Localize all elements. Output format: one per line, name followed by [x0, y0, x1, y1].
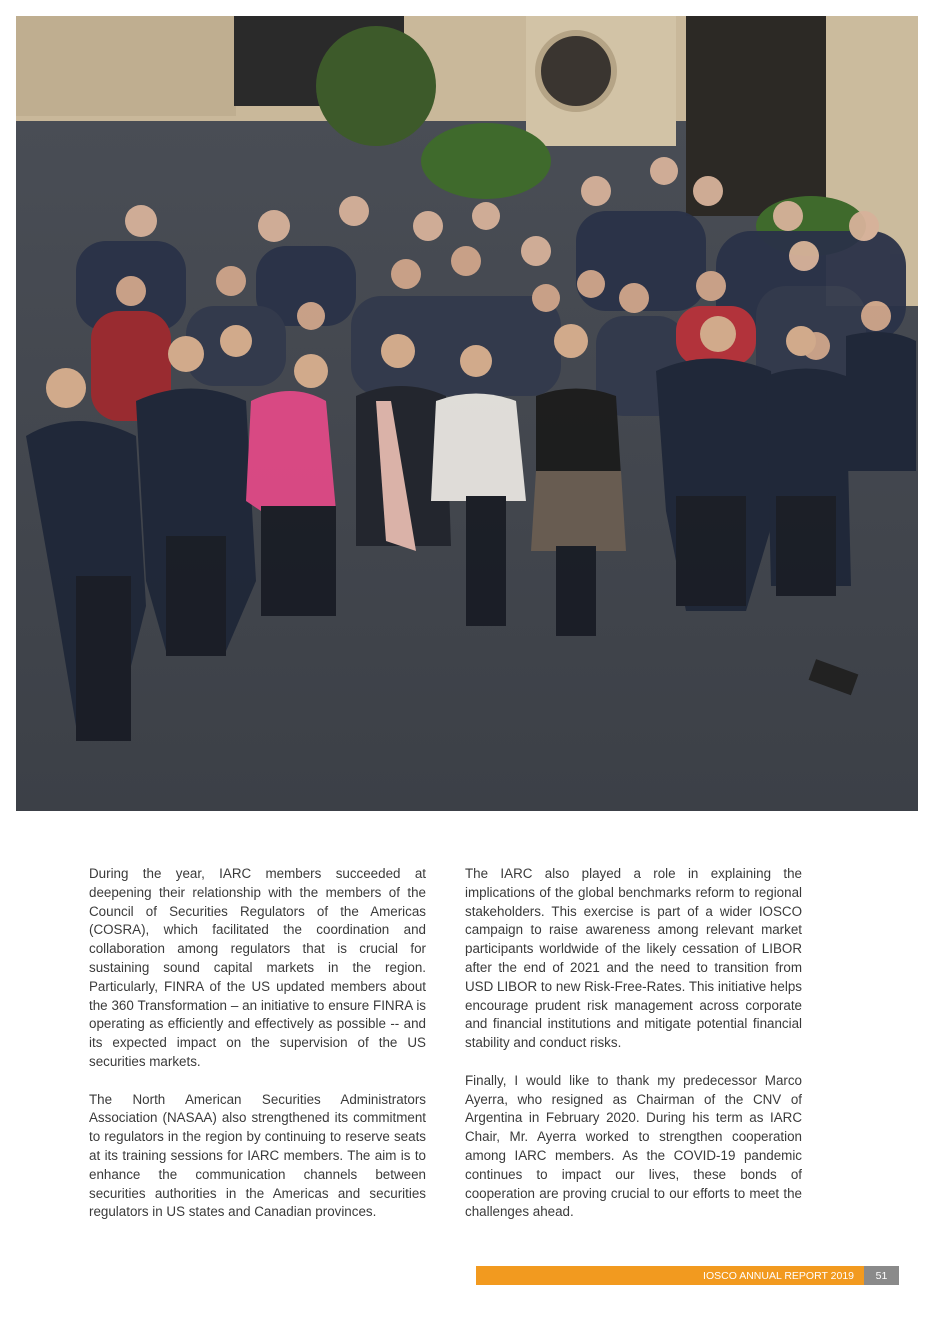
page-number: 51	[864, 1266, 899, 1285]
paragraph-cosra: During the year, IARC members succeeded at deepening their relationship with the members of the Council of Securities Regulators of the Americas (COSRA), which facilitated the coordination and collaboration among regulators that is crucial for sustaining sound capital markets in the region. Particularly, FINRA of the US updated members about the 360 Transformation – an initiative to ensure FINRA is operating as efficiently and effectively as possible -- and its expected impact on the supervision of the US securities markets.	[89, 866, 426, 1069]
group-photo-illustration	[16, 16, 918, 811]
footer-report-title: IOSCO ANNUAL REPORT 2019	[476, 1266, 864, 1285]
paragraph-libor: The IARC also played a role in explaining the implications of the global benchmarks reform to regional stakeholders. This exercise is part of a wider IOSCO campaign to raise awareness among relevant market participants worldwide of the likely cessation of LIBOR after the end of 2021 and the need to transition from USD LIBOR to new Risk-Free-Rates. This initiative helps encourage prudent risk management across corporate and financial institutions and mitigate potential financial stability and conduct risks.	[465, 866, 802, 1051]
group-photo	[16, 16, 918, 811]
paragraph-nasaa: The North American Securities Administrators Association (NASAA) also strengthened its commitment to regulators in the region by continuing to reserve seats at its training sessions for IARC members. The aim is to enhance the communication channels between securities authorities in the Americas and securities regulators in US states and Canadian provinces.	[89, 1091, 426, 1220]
paragraph-thanks: Finally, I would like to thank my predecessor Marco Ayerra, who resigned as Chairman of the CNV of Argentina in February 2020. During his term as IARC Chair, Mr. Ayerra worked to strengthen cooperation among IARC members. As the COVID-19 pandemic continues to impact our lives, these bonds of cooperation are proving crucial to our efforts to meet the challenges ahead.	[465, 1072, 802, 1220]
body-column-left	[89, 865, 426, 1241]
body-column-right	[465, 865, 802, 1241]
